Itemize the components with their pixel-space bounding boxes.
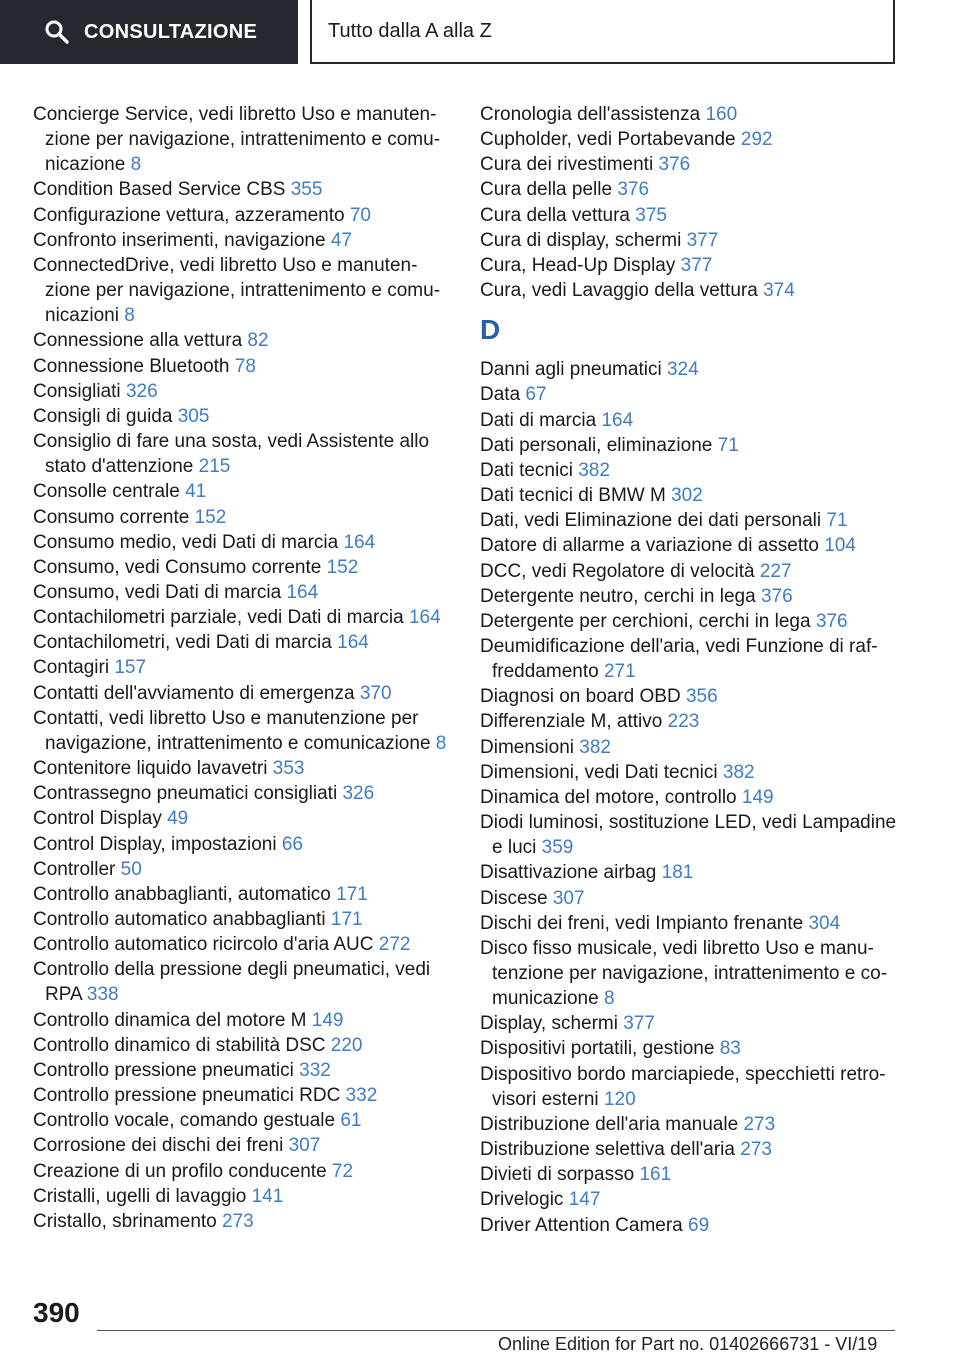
section-tab[interactable]: [0, 0, 298, 64]
entry-page-link[interactable]: 377: [686, 229, 719, 251]
entry-text: DCC, vedi Regolatore di velocità: [480, 560, 755, 582]
entry-page-link[interactable]: 326: [125, 380, 158, 402]
entry-page-link[interactable]: 324: [666, 359, 699, 381]
entry-page-link[interactable]: 375: [635, 204, 667, 226]
entry-text: Discese: [480, 887, 548, 909]
entry-page-link[interactable]: 382: [578, 459, 610, 481]
index-entry: [480, 609, 900, 634]
entry-text: Dispositivo bordo marciapiede, specchietti retrovisori esterni: [480, 1063, 886, 1110]
entry-page-link[interactable]: 355: [290, 179, 323, 201]
index-entry: [33, 328, 448, 353]
entry-text: Consigliati: [33, 380, 121, 402]
index-entry: [480, 684, 900, 709]
index-entry: [33, 1008, 448, 1033]
entry-page-link[interactable]: 181: [661, 862, 694, 884]
entry-text: Concierge Service, vedi libretto Uso e manutenzione per navigazione, intrattenimento e comunicazione: [33, 104, 441, 176]
index-entry: [33, 756, 448, 781]
index-entry: [33, 479, 448, 504]
entry-text: Dinamica del motore, controllo: [480, 786, 737, 808]
entry-text: Consigli di guida: [33, 405, 173, 427]
entry-text: Display, schermi: [480, 1013, 618, 1035]
entry-text: Confronto inserimenti, navigazione: [33, 229, 326, 251]
entry-page-link[interactable]: 273: [743, 1113, 776, 1135]
entry-text: Cura, vedi Lavaggio della vettura: [480, 280, 758, 302]
index-entry: [33, 882, 448, 907]
index-entry: [33, 404, 448, 429]
entry-text: Differenziale M, attivo: [480, 711, 663, 733]
index-entry: [480, 408, 900, 433]
search-icon: [44, 19, 70, 45]
entry-page-link[interactable]: 71: [826, 510, 848, 532]
index-entry: [480, 278, 900, 303]
entry-text: Control Display, impostazioni: [33, 833, 277, 855]
entry-text: Controllo pressione pneumatici: [33, 1059, 294, 1081]
entry-page-link[interactable]: 78: [234, 355, 256, 377]
entry-page-link[interactable]: 370: [359, 682, 392, 704]
index-entry: [480, 760, 900, 785]
entry-text: Deumidificazione dell'aria, vedi Funzione di raffreddamento: [480, 635, 878, 683]
index-entry: [33, 1058, 448, 1083]
entry-text: Dati tecnici: [480, 459, 573, 481]
index-entry: [33, 530, 448, 555]
index-entry: [480, 1162, 900, 1187]
entry-page-link[interactable]: 8: [603, 988, 615, 1010]
index-entry: [33, 630, 448, 655]
index-entry: [33, 706, 448, 756]
entry-page-link[interactable]: 149: [311, 1009, 344, 1031]
entry-page-link[interactable]: 326: [342, 783, 375, 805]
index-entry: [480, 584, 900, 609]
entry-text: Divieti di sorpasso: [480, 1164, 635, 1186]
entry-page-link[interactable]: 161: [639, 1164, 672, 1186]
entry-page-link[interactable]: 47: [330, 229, 352, 251]
index-entry: [33, 177, 448, 202]
entry-text: ConnectedDrive, vedi libretto Uso e manutenzione per navigazione, intrattenimento e comunicazioni: [33, 254, 441, 327]
index-entry: [33, 1184, 448, 1209]
entry-page-link[interactable]: 49: [167, 808, 189, 830]
index-entry: [480, 1011, 900, 1036]
entry-text: Disattivazione airbag: [480, 862, 657, 884]
index-entry: [33, 429, 448, 479]
entry-text: Distribuzione selettiva dell'aria: [480, 1139, 735, 1161]
entry-text: Cronologia dell'assistenza: [480, 104, 701, 125]
entry-page-link[interactable]: 164: [337, 632, 369, 654]
index-entry: [33, 655, 448, 680]
index-entry: [33, 932, 448, 957]
index-entry: [480, 936, 900, 1011]
entry-page-link[interactable]: 376: [760, 585, 793, 607]
entry-text: Controllo della pressione degli pneumatici, vedi RPA: [33, 959, 431, 1006]
entry-text: Controllo pressione pneumatici RDC: [33, 1085, 341, 1107]
entry-text: Creazione di un profilo conducente: [33, 1160, 327, 1182]
page-title: Tutto dalla A alla Z: [310, 0, 895, 64]
entry-text: Contrassegno pneumatici consigliati: [33, 783, 338, 805]
index-entry: [33, 505, 448, 530]
index-entry: [480, 177, 900, 202]
index-entry: [480, 357, 900, 382]
index-entry: [480, 886, 900, 911]
index-entry: [480, 102, 900, 127]
index-entry: [33, 907, 448, 932]
index-entry: [480, 559, 900, 584]
index-entry: [33, 1159, 448, 1184]
entry-page-link[interactable]: 292: [740, 129, 773, 151]
index-entry: [480, 152, 900, 177]
entry-text: Detergente neutro, cerchi in lega: [480, 585, 756, 607]
entry-page-link[interactable]: 353: [272, 758, 305, 780]
entry-page-link[interactable]: 141: [251, 1185, 284, 1207]
entry-page-link[interactable]: 307: [288, 1135, 321, 1157]
index-entry: [33, 1133, 448, 1158]
entry-page-link[interactable]: 120: [603, 1088, 636, 1110]
entry-page-link[interactable]: 152: [194, 506, 227, 528]
index-entry: [480, 785, 900, 810]
entry-text: Controller: [33, 858, 116, 880]
entry-page-link[interactable]: 164: [343, 531, 376, 553]
entry-text: Diodi luminosi, sostituzione LED, vedi Lampadine e luci: [480, 812, 897, 859]
entry-text: Disco fisso musicale, vedi libretto Uso e manutenzione per navigazione, intrattenimento e comunicazione: [480, 937, 888, 1010]
index-entry: [480, 1137, 900, 1162]
entry-text: Connessione Bluetooth: [33, 355, 230, 377]
index-entry: [480, 483, 900, 508]
entry-text: Dati personali, eliminazione: [480, 434, 713, 456]
entry-page-link[interactable]: 382: [722, 761, 755, 783]
entry-text: Driver Attention Camera: [480, 1214, 683, 1236]
entry-text: Contatti, vedi libretto Uso e manutenzione per navigazione, intrattenimento e comunicazione: [33, 707, 431, 754]
entry-page-link[interactable]: 41: [185, 481, 207, 503]
entry-text: Consolle centrale: [33, 481, 180, 503]
entry-text: Cristalli, ugelli di lavaggio: [33, 1185, 247, 1207]
index-group-d: [480, 357, 900, 1237]
index-entry: [33, 781, 448, 806]
entry-page-link[interactable]: 8: [435, 732, 447, 754]
entry-page-link[interactable]: 157: [114, 657, 147, 679]
index-entry: [480, 1187, 900, 1212]
entry-page-link[interactable]: 356: [685, 686, 718, 708]
entry-page-link[interactable]: 61: [340, 1110, 362, 1132]
entry-page-link[interactable]: 149: [741, 786, 774, 808]
index-entry: [480, 533, 900, 558]
entry-text: Cura della pelle: [480, 179, 613, 201]
entry-text: Consumo, vedi Dati di marcia: [33, 581, 282, 603]
entry-text: Corrosione dei dischi dei freni: [33, 1135, 284, 1157]
entry-text: Dimensioni: [480, 736, 574, 758]
index-entry: [480, 810, 900, 860]
index-entry: [33, 555, 448, 580]
index-entry: [33, 102, 448, 177]
index-entry: [480, 433, 900, 458]
entry-page-link[interactable]: 171: [330, 909, 363, 930]
entry-text: Condition Based Service CBS: [33, 179, 286, 201]
index-entry: [480, 735, 900, 760]
entry-page-link[interactable]: 8: [124, 305, 135, 327]
index-column-right: [480, 102, 900, 1238]
entry-text: Cura della vettura: [480, 204, 630, 226]
entry-page-link[interactable]: 220: [330, 1034, 363, 1056]
index-entry: [33, 832, 448, 857]
footer-text: Online Edition for Part no. 01402666731 - VI/19: [498, 1334, 878, 1354]
index-entry: [480, 1213, 900, 1238]
entry-page-link[interactable]: 338: [86, 984, 119, 1006]
entry-text: Data: [480, 384, 521, 406]
entry-text: Contenitore liquido lavavetri: [33, 758, 268, 780]
entry-page-link[interactable]: 160: [705, 104, 738, 125]
index-entry: [33, 1209, 448, 1234]
entry-page-link[interactable]: 67: [525, 384, 547, 406]
entry-page-link[interactable]: 164: [601, 409, 634, 431]
entry-page-link[interactable]: 164: [408, 607, 441, 629]
entry-page-link[interactable]: 271: [603, 661, 636, 683]
entry-page-link[interactable]: 82: [247, 330, 269, 352]
index-entry: [480, 1112, 900, 1137]
entry-page-link[interactable]: 69: [688, 1214, 710, 1236]
entry-text: Consumo, vedi Consumo corrente: [33, 556, 322, 578]
entry-page-link[interactable]: 332: [299, 1059, 331, 1081]
entry-page-link[interactable]: 273: [222, 1210, 254, 1232]
entry-text: Controllo dinamico di stabilità DSC: [33, 1034, 326, 1056]
entry-text: Distribuzione dell'aria manuale: [480, 1113, 739, 1135]
entry-text: Contagiri: [33, 657, 110, 679]
index-entry: [480, 634, 900, 684]
entry-text: Contachilometri parziale, vedi Dati di marcia: [33, 607, 404, 629]
entry-page-link[interactable]: 66: [281, 833, 303, 855]
entry-page-link[interactable]: 302: [671, 485, 703, 507]
index-entry: [33, 354, 448, 379]
entry-page-link[interactable]: 307: [552, 887, 585, 909]
entry-page-link[interactable]: 223: [667, 711, 700, 733]
index-entry: [33, 253, 448, 328]
footer-divider: [97, 1330, 895, 1331]
index-entry: [33, 857, 448, 882]
entry-page-link[interactable]: 374: [763, 280, 795, 302]
index-entry: [33, 228, 448, 253]
entry-text: Cura dei rivestimenti: [480, 154, 654, 176]
index-group-c: [480, 102, 900, 303]
entry-text: Controllo anabbaglianti, automatico: [33, 883, 331, 905]
entry-page-link[interactable]: 359: [541, 837, 574, 859]
entry-text: Dispositivi portatili, gestione: [480, 1038, 715, 1060]
index-entry: [33, 806, 448, 831]
entry-page-link[interactable]: 272: [378, 934, 411, 956]
entry-text: Controllo vocale, comando gestuale: [33, 1110, 336, 1132]
index-entry: [33, 1108, 448, 1133]
entry-page-link[interactable]: 273: [740, 1139, 772, 1161]
index-entry: [480, 203, 900, 228]
entry-page-link[interactable]: 147: [568, 1189, 601, 1211]
entry-page-link[interactable]: 8: [130, 154, 142, 176]
entry-page-link[interactable]: 332: [345, 1085, 378, 1107]
entry-text: Contachilometri, vedi Dati di marcia: [33, 632, 332, 654]
index-entry: [33, 605, 448, 630]
entry-page-link[interactable]: 304: [808, 912, 841, 934]
entry-page-link[interactable]: 377: [680, 254, 713, 276]
letter-heading: D: [480, 314, 501, 346]
entry-page-link[interactable]: 382: [579, 736, 611, 758]
index-entry: [33, 1083, 448, 1108]
index-entry: [33, 681, 448, 706]
entry-text: Consumo corrente: [33, 506, 190, 528]
entry-text: Dati, vedi Eliminazione dei dati personali: [480, 510, 822, 532]
index-entry: [480, 860, 900, 885]
entry-page-link[interactable]: 376: [815, 610, 848, 632]
entry-text: Cristallo, sbrinamento: [33, 1210, 217, 1232]
entry-text: Consumo medio, vedi Dati di marcia: [33, 531, 339, 553]
entry-page-link[interactable]: 71: [717, 434, 739, 456]
entry-page-link[interactable]: 152: [326, 556, 359, 578]
entry-text: Contatti dell'avviamento di emergenza: [33, 682, 355, 704]
entry-text: Cura, Head-Up Display: [480, 254, 676, 276]
entry-text: Datore di allarme a variazione di assetto: [480, 535, 820, 557]
entry-text: Diagnosi on board OBD: [480, 686, 681, 708]
index-entry: [480, 458, 900, 483]
index-entry: [480, 253, 900, 278]
page-number: 390: [33, 1297, 80, 1328]
entry-page-link[interactable]: 70: [349, 204, 371, 226]
index-entry: [480, 709, 900, 734]
entry-page-link[interactable]: 377: [623, 1013, 655, 1035]
entry-text: Cura di display, schermi: [480, 229, 682, 251]
index-entry: [480, 228, 900, 253]
entry-text: Dati di marcia: [480, 409, 597, 431]
index-entry: [33, 580, 448, 605]
entry-page-link[interactable]: 171: [336, 883, 368, 905]
index-entry: [480, 382, 900, 407]
entry-text: Consiglio di fare una sosta, vedi Assistente allo stato d'attenzione: [33, 431, 430, 478]
entry-page-link[interactable]: 215: [198, 456, 231, 478]
entry-page-link[interactable]: 164: [286, 581, 319, 603]
entry-text: Controllo automatico ricircolo d'aria AUC: [33, 934, 374, 956]
entry-text: Danni agli pneumatici: [480, 359, 662, 381]
index-entry: [480, 911, 900, 936]
index-column-left: [33, 102, 448, 1234]
entry-text: Dischi dei freni, vedi Impianto frenante: [480, 912, 804, 934]
section-label: CONSULTAZIONE: [84, 20, 258, 43]
entry-page-link[interactable]: 50: [120, 858, 142, 880]
entry-text: Configurazione vettura, azzeramento: [33, 204, 345, 226]
entry-text: Detergente per cerchioni, cerchi in lega: [480, 610, 811, 632]
entry-text: Connessione alla vettura: [33, 330, 243, 352]
entry-text: Controllo dinamica del motore M: [33, 1009, 307, 1031]
entry-text: Cupholder, vedi Portabevande: [480, 129, 736, 151]
entry-page-link[interactable]: 83: [719, 1038, 741, 1060]
index-entry: [480, 127, 900, 152]
entry-page-link[interactable]: 305: [177, 405, 210, 427]
entry-page-link[interactable]: 227: [759, 560, 792, 582]
entry-text: Control Display: [33, 808, 162, 830]
entry-text: Controllo automatico anabbaglianti: [33, 909, 326, 930]
index-entry: [480, 1036, 900, 1061]
index-entry: [480, 1062, 900, 1112]
index-entry: [33, 203, 448, 228]
entry-text: Dimensioni, vedi Dati tecnici: [480, 761, 718, 783]
entry-text: Dati tecnici di BMW M: [480, 485, 666, 507]
entry-page-link[interactable]: 376: [617, 179, 650, 201]
entry-page-link[interactable]: 104: [824, 535, 856, 557]
index-entry: [33, 957, 448, 1007]
index-entry: [480, 508, 900, 533]
index-entry: [33, 379, 448, 404]
entry-text: Drivelogic: [480, 1189, 564, 1211]
index-entry: [33, 1033, 448, 1058]
entry-page-link[interactable]: 376: [658, 154, 691, 176]
entry-page-link[interactable]: 72: [331, 1160, 354, 1182]
